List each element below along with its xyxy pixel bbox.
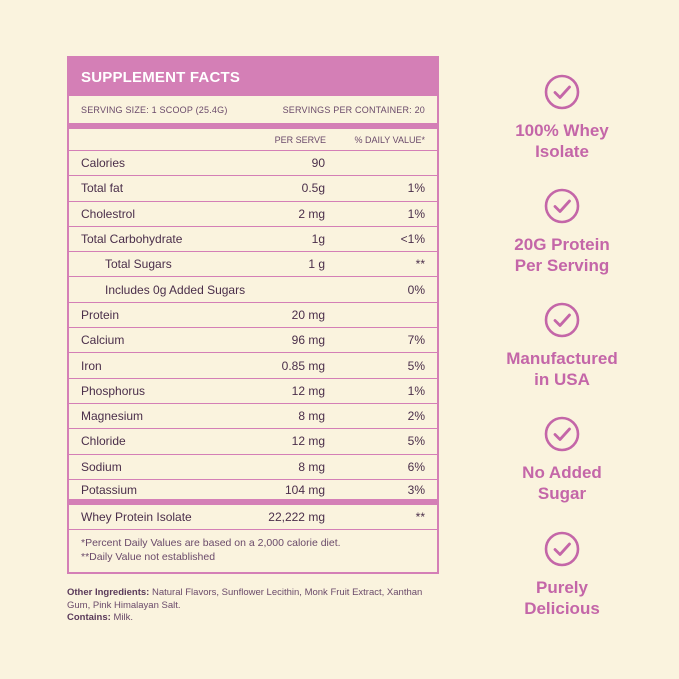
nutrient-dv: <1% <box>400 232 425 247</box>
nutrient-name: Total Carbohydrate <box>81 232 183 247</box>
table-row <box>69 328 437 353</box>
badge-protein <box>487 188 637 276</box>
check-circle-icon <box>544 188 580 224</box>
contains-text: Milk. <box>110 612 133 623</box>
nutrient-name: Magnesium <box>81 409 144 424</box>
check-circle-icon <box>544 74 580 110</box>
table-row <box>69 176 437 201</box>
check-circle-icon <box>544 416 580 452</box>
nutrient-amount: 1 g <box>308 257 325 272</box>
badge-delicious <box>487 531 637 619</box>
badge-line1: 100% Whey <box>515 121 609 140</box>
serving-info <box>69 96 437 129</box>
badge-whey-isolate <box>487 74 637 162</box>
table-row <box>69 277 437 302</box>
supplement-facts-panel <box>67 56 439 574</box>
badge-line2: Per Serving <box>514 256 610 275</box>
nutrient-dv: 1% <box>407 383 425 398</box>
nutrient-amount: 8 mg <box>298 409 325 424</box>
nutrient-name: Iron <box>81 358 102 373</box>
nutrient-name: Phosphorus <box>81 383 146 398</box>
whey-row <box>69 505 437 530</box>
table-row <box>69 151 437 176</box>
badge-line2: in USA <box>534 370 590 389</box>
nutrient-name: Cholestrol <box>81 206 136 221</box>
servings-per-container: SERVINGS PER CONTAINER: 20 <box>282 104 425 115</box>
column-header-row <box>69 129 437 151</box>
nutrient-name: Calcium <box>81 333 125 348</box>
nutrient-dv: 5% <box>407 434 425 449</box>
nutrient-name: Potassium <box>81 482 138 497</box>
ingredients-text: Natural Flavors, Sunflower Lecithin, Monk Fruit Extract, Xanthan Gum, Pink Himalayan Salt. <box>67 587 423 611</box>
nutrient-dv: 1% <box>407 181 425 196</box>
badge-line1: 20G Protein <box>514 235 610 254</box>
table-row <box>69 227 437 252</box>
table-row <box>69 353 437 378</box>
other-ingredients <box>67 587 447 625</box>
table-row <box>69 480 437 505</box>
table-row <box>69 455 437 480</box>
badge-usa <box>487 302 637 390</box>
nutrient-amount: 0.85 mg <box>281 358 325 373</box>
nutrient-dv: 5% <box>407 358 425 373</box>
nutrient-name: Includes 0g Added Sugars <box>105 282 246 297</box>
nutrient-dv: 3% <box>407 482 425 497</box>
badge-no-sugar <box>487 416 637 504</box>
nutrient-name: Calories <box>81 156 126 171</box>
nutrient-amount: 1g <box>311 232 325 247</box>
table-row <box>69 252 437 277</box>
badge-line1: Manufactured <box>506 349 618 368</box>
nutrient-name: Sodium <box>81 459 122 474</box>
nutrient-amount: 20 mg <box>291 307 325 322</box>
table-row <box>69 303 437 328</box>
nutrient-name: Total Sugars <box>105 257 172 272</box>
nutrient-dv: 1% <box>407 206 425 221</box>
ingredients-label: Other Ingredients: <box>67 587 150 598</box>
nutrient-dv: 6% <box>407 459 425 474</box>
badge-line2: Delicious <box>524 599 600 618</box>
nutrient-dv: 0% <box>407 282 425 297</box>
nutrient-name: Total fat <box>81 181 124 196</box>
whey-dv: ** <box>415 510 425 525</box>
check-circle-icon <box>544 302 580 338</box>
table-row <box>69 429 437 454</box>
footnotes <box>69 530 437 572</box>
serving-size: SERVING SIZE: 1 SCOOP (25.4G) <box>81 104 228 115</box>
nutrient-amount: 2 mg <box>298 206 325 221</box>
table-row <box>69 202 437 227</box>
nutrient-dv: ** <box>415 257 425 272</box>
nutrient-name: Protein <box>81 307 120 322</box>
badge-line1: No Added <box>522 463 602 482</box>
check-circle-icon <box>544 531 580 567</box>
facts-title: SUPPLEMENT FACTS <box>69 58 437 96</box>
nutrient-dv: 7% <box>407 333 425 348</box>
table-row <box>69 379 437 404</box>
badge-line2: Isolate <box>535 142 589 161</box>
whey-amount: 22,222 mg <box>268 510 325 525</box>
nutrient-amount: 90 <box>311 156 325 171</box>
whey-name: Whey Protein Isolate <box>81 510 192 525</box>
footnote-percent-dv: *Percent Daily Values are based on a 2,000 calorie diet. <box>81 537 341 550</box>
nutrient-amount: 0.5g <box>301 181 325 196</box>
col-daily-value: % DAILY VALUE* <box>354 134 425 145</box>
footnote-not-established: **Daily Value not established <box>81 551 216 564</box>
nutrient-amount: 96 mg <box>291 333 325 348</box>
col-per-serve: PER SERVE <box>274 134 326 145</box>
nutrient-amount: 8 mg <box>298 459 325 474</box>
badge-line2: Sugar <box>537 484 587 503</box>
table-row <box>69 404 437 429</box>
nutrient-name: Chloride <box>81 434 126 449</box>
nutrient-amount: 12 mg <box>291 383 325 398</box>
contains-label: Contains: <box>67 612 111 623</box>
nutrient-amount: 12 mg <box>291 434 325 449</box>
badge-line1: Purely <box>536 578 588 597</box>
nutrient-amount: 104 mg <box>284 482 325 497</box>
nutrient-dv: 2% <box>407 409 425 424</box>
